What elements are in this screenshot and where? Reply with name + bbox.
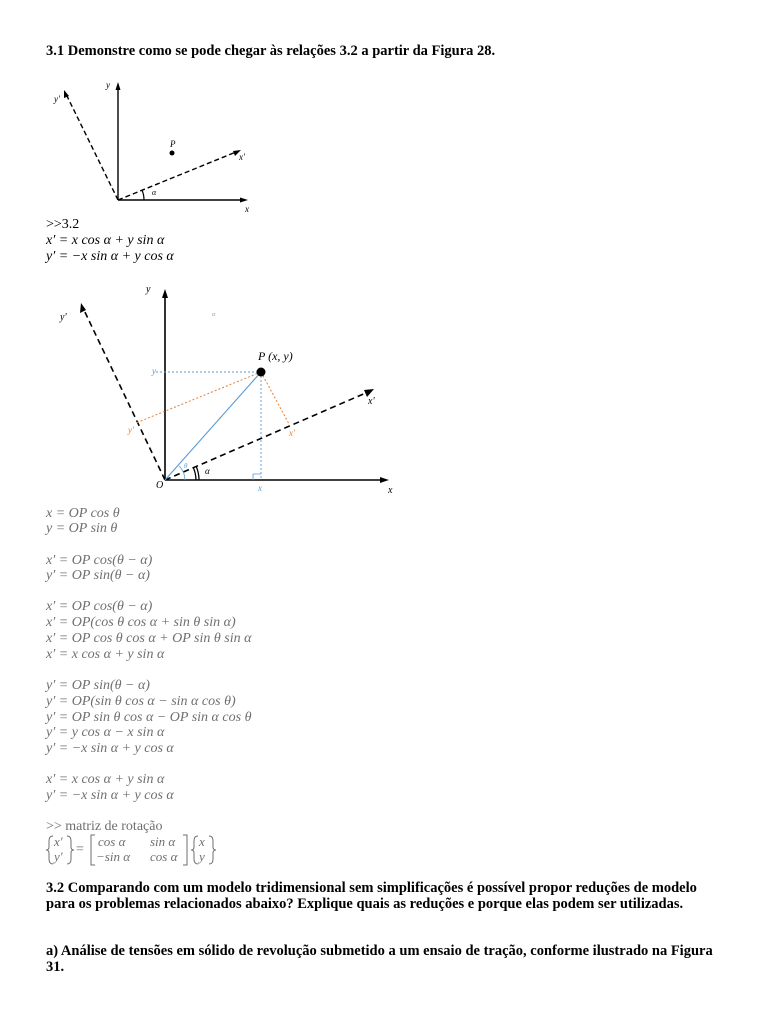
relation-ref: >>3.2 bbox=[46, 217, 80, 232]
fig28-label-y: y bbox=[106, 80, 110, 90]
fig2-label-point: P (x, y) bbox=[258, 349, 293, 363]
fig2-label-alpha: α bbox=[205, 466, 210, 476]
fig28-label-xprime: x' bbox=[239, 152, 245, 162]
fig2-point-p bbox=[257, 368, 266, 377]
question-a: a) Análise de tensões em sólido de revolução submetido a um ensaio de tração, conforme ilustrado na Figura 31. bbox=[46, 943, 713, 975]
fig2-label-x-proj: x bbox=[258, 483, 262, 493]
derivation-g4-l2: y′ = OP(sin θ cos α − sin α cos θ) bbox=[46, 694, 236, 709]
fig2-label-theta: θ bbox=[184, 462, 188, 470]
derivation-g3-l3: x′ = OP cos θ cos α + OP sin θ sin α bbox=[46, 631, 252, 646]
derivation-g4-l5: y′ = −x sin α + y cos α bbox=[46, 741, 174, 756]
fig2-label-origin: O bbox=[156, 480, 164, 491]
fig28-label-alpha: α bbox=[152, 188, 157, 197]
matrix-m21: −sin α bbox=[96, 849, 131, 864]
fig2-alpha-arc bbox=[193, 467, 196, 480]
fig28-y-arrow bbox=[116, 82, 121, 90]
derivation-g2-l1: x′ = OP cos(θ − α) bbox=[46, 553, 153, 568]
derivation-g4-l1: y′ = OP sin(θ − α) bbox=[46, 678, 150, 693]
derivation-g3-l1: x′ = OP cos(θ − α) bbox=[46, 599, 153, 614]
fig28-x-arrow bbox=[240, 198, 248, 203]
fig2-yprime-axis bbox=[83, 308, 165, 480]
fig2-yprime-projection bbox=[136, 372, 261, 423]
derivation-g5-l1: x′ = x cos α + y sin α bbox=[46, 772, 165, 787]
fig2-label-yprime-proj: y' bbox=[128, 425, 134, 435]
fig28-alpha-arc bbox=[142, 190, 144, 200]
fig2-label-xprime-proj: x' bbox=[289, 428, 295, 438]
rotation-matrix: x′ y′ = cos α sin α −sin α cos α x y bbox=[46, 834, 226, 866]
matrix-m12: sin α bbox=[150, 834, 176, 849]
fig28-point-p bbox=[170, 151, 175, 156]
fig2-label-y: y bbox=[146, 284, 151, 295]
derivation-g1-l2: y = OP sin θ bbox=[46, 521, 118, 536]
derivation-g5-l2: y′ = −x sin α + y cos α bbox=[46, 788, 174, 803]
derivation-g3-l2: x′ = OP(cos θ cos α + sin θ sin α) bbox=[46, 615, 236, 630]
matrix-m11: cos α bbox=[98, 834, 126, 849]
fig2-xprime-axis bbox=[165, 392, 368, 480]
fig2-label-x: x bbox=[388, 485, 393, 496]
fig28-label-yprime: y' bbox=[54, 94, 60, 104]
relation-eq2: y′ = −x sin α + y cos α bbox=[46, 249, 174, 264]
fig28-label-p: P bbox=[170, 139, 176, 149]
matrix-rhs-bottom: y bbox=[199, 849, 205, 864]
question-3-2: 3.2 Comparando com um modelo tridimensional sem simplificações é possível propor reduções de modelo para os problemas relacionados abaixo? Explique quais as reduções e porque elas podem ser utilizadas. bbox=[46, 880, 697, 912]
fig2-label-xprime: x' bbox=[368, 396, 375, 407]
matrix-m22: cos α bbox=[150, 849, 178, 864]
fig2-label-y-proj: y bbox=[152, 366, 156, 376]
derivation-g4-l4: y′ = y cos α − x sin α bbox=[46, 725, 165, 740]
fig2-op-vector bbox=[165, 372, 261, 480]
derivation-g2-l2: y′ = OP sin(θ − α) bbox=[46, 568, 150, 583]
relation-eq1: x′ = x cos α + y sin α bbox=[46, 233, 165, 248]
fig2-xprime-projection bbox=[261, 372, 289, 424]
question-3-1-heading: 3.1 Demonstre como se pode chegar às relações 3.2 a partir da Figura 28. bbox=[46, 43, 496, 59]
figure-rotation-detail bbox=[46, 276, 406, 504]
matrix-lhs-top: x′ bbox=[54, 834, 63, 849]
matrix-rhs-top: x bbox=[199, 834, 205, 849]
fig2-label-alpha-top: α bbox=[212, 312, 216, 318]
derivation-g1-l1: x = OP cos θ bbox=[46, 506, 120, 521]
figure-28 bbox=[46, 76, 266, 221]
fig28-label-x: x bbox=[245, 204, 249, 214]
derivation-g3-l4: x′ = x cos α + y sin α bbox=[46, 647, 165, 662]
matrix-lhs-bottom: y′ bbox=[54, 849, 63, 864]
fig28-yprime-axis bbox=[66, 94, 118, 200]
fig28-xprime-axis bbox=[118, 152, 236, 200]
derivation-g4-l3: y′ = OP sin θ cos α − OP sin α cos θ bbox=[46, 710, 252, 725]
fig2-label-yprime: y' bbox=[60, 312, 67, 323]
matrix-label: >> matriz de rotação bbox=[46, 819, 163, 834]
